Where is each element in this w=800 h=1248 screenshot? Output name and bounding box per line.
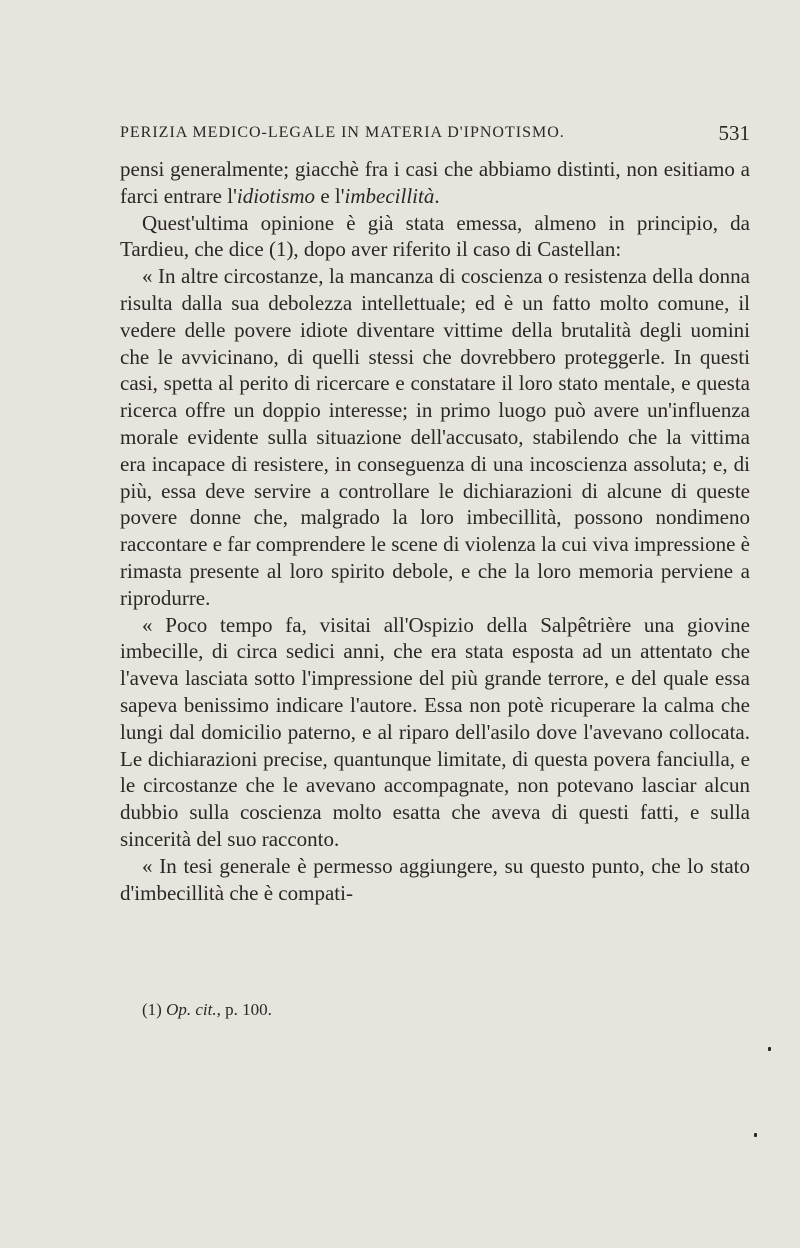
paragraph-1-text: pensi generalmente; giacchè fra i casi che abbiamo distinti, non esitiamo a farci entrare l' xyxy=(120,157,750,208)
ink-speck xyxy=(768,1047,771,1051)
page-number: 531 xyxy=(718,121,750,145)
paragraph-1-end: . xyxy=(434,183,440,208)
italic-term-imbecillita: imbecillità xyxy=(344,183,435,208)
italic-term-idiotismo: idiotismo xyxy=(236,183,316,208)
paragraph-2: Quest'ultima opinione è già stata emessa, almeno in principio, da Tardieu, che dice (1), dopo aver riferito il caso di Castellan: xyxy=(120,210,750,262)
running-head-title: PERIZIA MEDICO-LEGALE IN MATERIA D'IPNOTISMO. xyxy=(120,124,565,141)
paragraph-3-quote: « In altre circostanze, la mancanza di coscienza o resistenza della donna risulta dalla sua debolezza intellettuale; ed è un fatto molto comune, il vedere delle povere idiote diventare vittime della brutalità degli uomini che le avvicinano, di quelli stessi che dovrebbero proteggerle. In questi casi, spetta al perito di ricercare e constatare il loro stato mentale, e questa ricerca offre un doppio interesse; in primo luogo può avere un'influenza morale evidente sulla situazione dell'accusato, stabilendo che la vittima era incapace di resistere, in conseguenza di una incoscienza assoluta; e, di più, essa deve servire a controllare le dichiarazioni di alcune di queste povere donne che, malgrado la loro imbecillità, possono nondimeno raccontare e far comprendere le scene di violenza la cui viva impressione è rimasta presente al loro spirito debole, e che la loro memoria perviene a riprodurre. xyxy=(120,264,750,610)
footnote xyxy=(142,1000,272,1020)
paragraph-1-connector: e l' xyxy=(315,183,345,208)
footnote-page: p. 100. xyxy=(225,1000,272,1019)
footnote-reference: Op. cit., xyxy=(166,1000,221,1019)
paragraph-1 xyxy=(120,156,750,210)
body-text xyxy=(120,156,750,906)
paragraph-5-quote: « In tesi generale è permesso aggiungere, su questo punto, che lo stato d'imbecillità che è compati- xyxy=(120,853,750,905)
running-header xyxy=(120,121,750,148)
footnote-number: (1) xyxy=(142,1000,162,1019)
ink-speck xyxy=(754,1133,757,1137)
paragraph-4-quote: « Poco tempo fa, visitai all'Ospizio della Salpêtrière una giovine imbecille, di circa sedici anni, che era stata esposta ad un attentato che l'aveva lasciata sotto l'impressione del più grande terrore, e del quale essa sapeva benissimo indicare l'autore. Essa non potè ricuperare la calma che lungi dal domicilio paterno, e al riparo dell'asilo dove l'avevano collocata. Le dichiarazioni precise, quantunque limitate, di questa povera fanciulla, e le circostanze che le avevano accompagnate, non potevano lasciar alcun dubbio sulla coscienza molto esatta che aveva di questi fatti, e sulla sincerità del suo racconto. xyxy=(120,612,750,851)
